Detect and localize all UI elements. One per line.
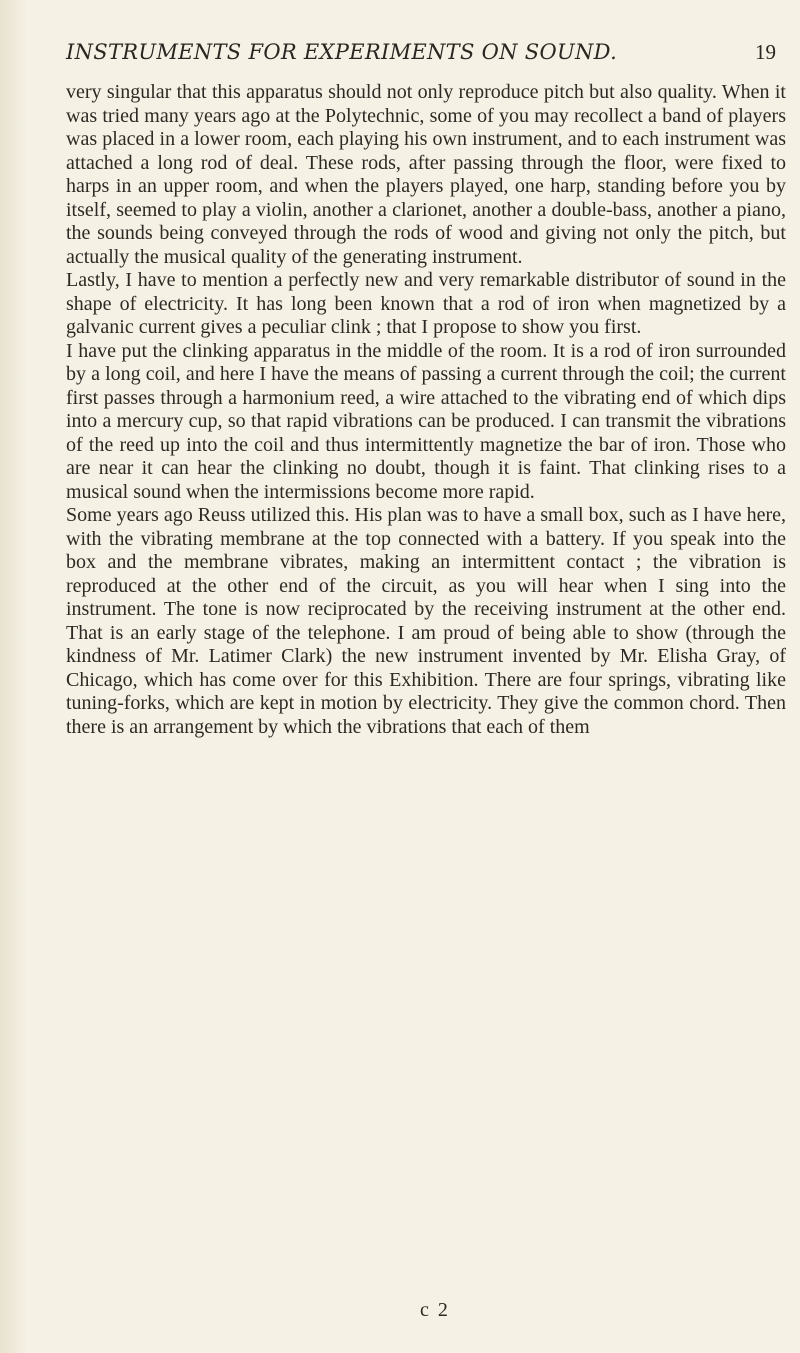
body-text — [66, 81, 786, 739]
page-number: 19 — [755, 40, 776, 64]
paragraph-3: I have put the clinking apparatus in the middle of the room. It is a rod of iron surrounded by a long coil, and here I have the means of passing a current through the coil; the current first passes through a harmonium reed, a wire attached to the vibrating end of which dips into a mercury cup, so that rapid vibrations can be produced. I can transmit the vibrations of the reed up into the coil and thus intermittently magnetize the bar of iron. Those who are near it can hear the clinking no doubt, though it is faint. That clinking rises to a musical sound when the intermissions become more rapid. — [66, 339, 786, 503]
paragraph-2: Lastly, I have to mention a perfectly new and very remarkable distributor of sound in the shape of electricity. It has long been known that a rod of iron when magnetized by a galvanic current gives a peculiar clink ; that I propose to show you first. — [66, 269, 786, 338]
page-header — [66, 40, 776, 74]
running-head: INSTRUMENTS FOR EXPERIMENTS ON SOUND. — [66, 40, 618, 64]
page-gutter-shadow — [0, 0, 28, 1353]
paragraph-4: Some years ago Reuss utilized this. His plan was to have a small box, such as I have here, with the vibrating membrane at the top connected with a battery. If you speak into the box and the membrane vibrates, making an intermittent contact ; the vibration is reproduced at the other end of the circuit, as you will hear when I sing into the instrument. The tone is now reciprocated by the receiving instrument at the other end. That is an early stage of the telephone. I am proud of being able to show (through the kindness of Mr. Latimer Clark) the new instrument invented by Mr. Elisha Gray, of Chicago, which has come over for this Exhibition. There are four springs, vibrating like tuning-forks, which are kept in motion by electricity. They give the common chord. Then there is an arrangement by which the vibrations that each of them — [66, 504, 786, 738]
paragraph-1: very singular that this apparatus should not only reproduce pitch but also quality. When it was tried many years ago at the Polytechnic, some of you may recollect a band of players was placed in a lower room, each playing his own instrument, and to each instrument was attached a long rod of deal. These rods, after passing through the floor, were fixed to harps in an upper room, and when the players played, one harp, standing before you by itself, seemed to play a violin, another a clarionet, another a double-bass, another a piano, the sounds being conveyed through the rods of wood and giving not only the pitch, but actually the musical quality of the generating instrument. — [66, 81, 786, 268]
signature-mark: c 2 — [420, 1299, 450, 1321]
